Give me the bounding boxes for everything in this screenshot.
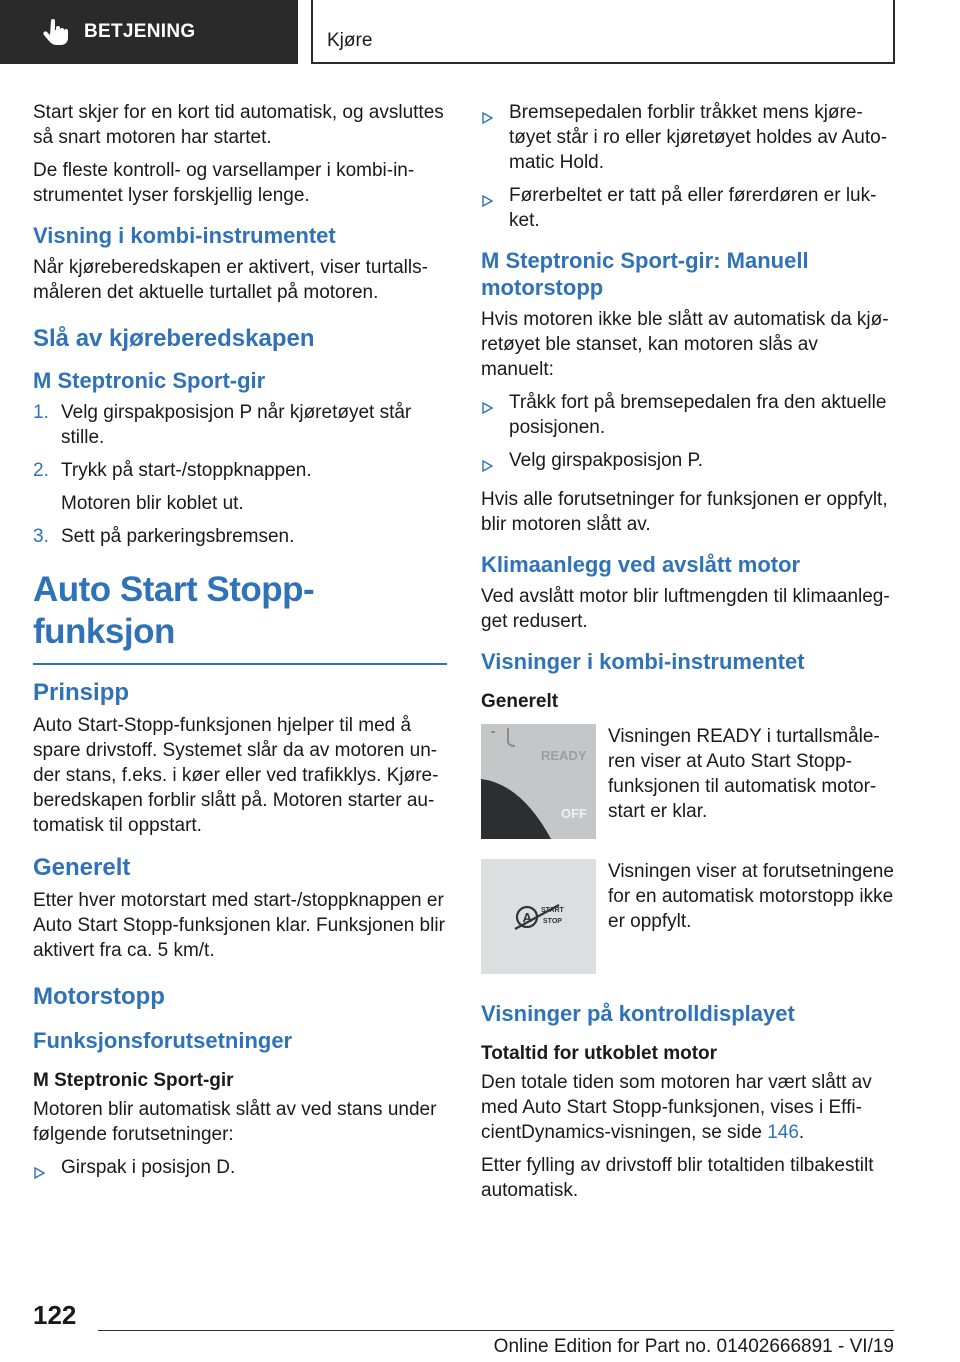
paragraph: Etter hver motorstart med start-/stoppknappen er Auto Start Stopp-funksjonen klar. Funksjonen blir aktivert fra ca. 5 km/t. <box>33 890 445 961</box>
list-item <box>33 1155 447 1186</box>
chapter-header <box>311 0 895 64</box>
list-item <box>33 458 447 483</box>
bullet-text: Velg girspakposisjon P. <box>509 450 703 471</box>
paragraph-text: . <box>798 1122 805 1143</box>
subsection-heading: M Steptronic Sport-gir <box>33 368 266 393</box>
figure-caption: Visningen READY i turtallsmåle- ren viser at Auto Start Stopp- funksjonen til automatisk motor- start er klar. <box>608 726 880 822</box>
step-text: Trykk på start-/stoppknappen. <box>61 460 312 481</box>
hand-pointer-icon <box>40 17 70 47</box>
list-item <box>481 390 896 440</box>
bullet-text: Bremsepedalen forblir tråkket mens kjøre- tøyet står i ro eller kjøretøyet holdes av Auto- matic Hold. <box>509 102 888 173</box>
ready-label: READY <box>541 748 587 763</box>
list-item <box>481 448 896 479</box>
subsection-heading: Funksjonsforutsetninger <box>33 1028 293 1053</box>
triangle-bullet-icon <box>481 390 509 440</box>
step-number: 1. <box>33 402 49 423</box>
paragraph: De fleste kontroll- og varsellamper i kombi-in- strumentet lyser forskjellig lenge. <box>33 160 415 206</box>
section-heading: Generelt <box>33 854 131 881</box>
section-tab <box>0 0 298 64</box>
off-label: OFF <box>561 806 587 821</box>
subsection-heading: Visning i kombi-instrumentet <box>33 223 336 248</box>
page-number: 122 <box>33 1300 77 1330</box>
bullet-text: Førerbeltet er tatt på eller førerdøren er luk- ket. <box>509 185 877 231</box>
paragraph: Hvis alle forutsetninger for funksjonen er oppfylt, blir motoren slått av. <box>481 489 888 535</box>
paragraph: Motoren blir automatisk slått av ved stans under følgende forutsetninger: <box>33 1099 437 1145</box>
paragraph <box>481 1070 896 1145</box>
section-label: BETJENING <box>84 21 196 42</box>
chapter-label: Kjøre <box>327 30 373 51</box>
step-text: Velg girspakposisjon P når kjøretøyet står stille. <box>61 402 412 448</box>
paragraph-text: Den totale tiden som motoren har vært slått av med Auto Start Stopp-funksjonen, vises i Effi- cientDynamics-visningen, se side <box>481 1072 872 1143</box>
chapter-title: Auto Start Stopp-funksjon <box>33 569 447 665</box>
paragraph: Auto Start-Stopp-funksjonen hjelper til med å spare drivstoff. Systemet slår da av motoren un- der stans, f.eks. i køer eller ved trafikklys. Kjøre- beredskapen forblir slått på. Motoren starter au- tomatisk til oppstart. <box>33 715 439 836</box>
right-column <box>481 100 896 1211</box>
list-item <box>481 183 896 233</box>
step-text: Sett på parkeringsbremsen. <box>61 526 295 547</box>
bullet-text: Girspak i posisjon D. <box>61 1157 236 1178</box>
section-heading: Motorstopp <box>33 983 165 1010</box>
triangle-bullet-icon <box>481 448 509 479</box>
subsection-heading: Visninger i kombi-instrumentet <box>481 649 805 674</box>
a-symbol: A <box>522 910 532 925</box>
step-number: 3. <box>33 526 49 547</box>
section-heading: Prinsipp <box>33 679 130 706</box>
start-stop-indicator-image <box>481 859 596 974</box>
step-note: Motoren blir koblet ut. <box>61 493 244 514</box>
figure-row <box>481 724 896 839</box>
paragraph: Start skjer for en kort tid automatisk, og avsluttes så snart motoren har startet. <box>33 102 444 148</box>
minor-heading: Totaltid for utkoblet motor <box>481 1043 718 1064</box>
figure-caption: Visningen viser at forutsetningene for en automatisk motorstopp ikke er oppfylt. <box>608 861 894 932</box>
triangle-bullet-icon <box>481 183 509 233</box>
ready-display-image <box>481 724 596 839</box>
minor-heading: M Steptronic Sport-gir <box>33 1070 234 1091</box>
subsection-heading: Klimaanlegg ved avslått motor <box>481 552 801 577</box>
triangle-bullet-icon <box>481 100 509 175</box>
paragraph: Hvis motoren ikke ble slått av automatisk da kjø- retøyet ble stanset, kan motoren slås av manuelt: <box>481 309 889 380</box>
bullet-text: Tråkk fort på bremsepedalen fra den aktuelle posisjonen. <box>509 392 887 438</box>
page-link[interactable]: 146 <box>767 1122 799 1143</box>
subsection-heading: Visninger på kontrolldisplayet <box>481 1001 795 1026</box>
stop-label: STOP <box>543 918 562 925</box>
section-heading: Slå av kjøreberedskapen <box>33 325 315 352</box>
paragraph: Etter fylling av drivstoff blir totaltiden tilbakestilt automatisk. <box>481 1155 874 1201</box>
footer-edition: Online Edition for Part no. 01402666891 - VI/19 <box>493 1336 894 1357</box>
figure-row <box>481 859 896 974</box>
step-number: 2. <box>33 460 49 481</box>
minor-heading: Generelt <box>481 691 559 712</box>
list-item <box>481 100 896 175</box>
list-item <box>33 400 447 450</box>
paragraph: Når kjøreberedskapen er aktivert, viser turtalls- måleren det aktuelle turtallet på motoren. <box>33 257 428 303</box>
paragraph: Ved avslått motor blir luftmengden til klimaanleg- get redusert. <box>481 586 890 632</box>
start-label: START <box>541 907 564 914</box>
list-item <box>33 524 447 549</box>
footer-divider <box>98 1330 894 1331</box>
triangle-bullet-icon <box>33 1155 61 1186</box>
subsection-heading: M Steptronic Sport-gir: Manuell motorstopp <box>481 248 809 300</box>
left-column <box>33 100 447 1194</box>
